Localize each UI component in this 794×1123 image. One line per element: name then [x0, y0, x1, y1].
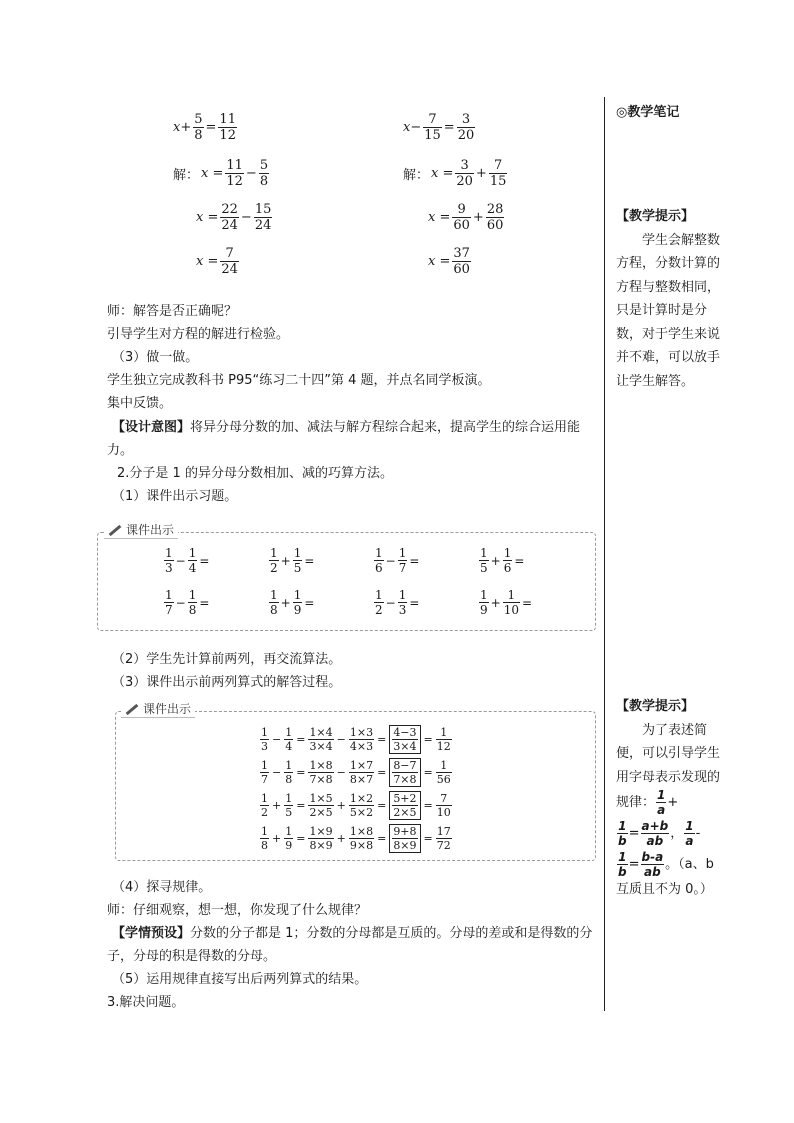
fraction: $\frac{1}{3}$: [261, 726, 268, 753]
paragraph-design-intent: 【设计意图】将异分母分数的加、减法与解方程综合起来，提高学生的综合运用能力。: [107, 420, 581, 458]
fraction: $\frac{7}{10}$: [436, 792, 451, 819]
fraction: $\frac{1}{4}$: [285, 726, 293, 753]
fraction: $\frac{1\times 5}{2\times 5}$: [309, 792, 333, 819]
paragraph-compute-first: （2）学生先计算前两列，再交流算法。: [112, 652, 342, 667]
fraction: $\frac{1\times 3}{4\times 3}$: [349, 726, 374, 753]
teaching-notes-title: ◎教学笔记: [616, 105, 680, 120]
derivation-row: $\frac{1}{3}$ − $\frac{1}{4}$ = $\frac{1\times 4}{3\times 4}$ − $\frac{1\times 3}{4\times 3}$ = $\frac{4-3}{3\times 4}$ = $\frac{1}{12}$: [261, 726, 451, 753]
equation-left-2: 解： x = $\frac{11}{12}$ − $\frac{5}{8}$: [173, 158, 269, 189]
fraction: $\frac{1}{7}$: [165, 588, 173, 617]
paragraph-feedback: 集中反馈。: [107, 396, 173, 411]
fraction: $\frac{1}{3}$: [398, 588, 407, 617]
paragraph-explore-rule: （4）探寻规律。: [112, 880, 212, 895]
fraction: $\frac{1\times 9}{8\times 9}$: [309, 825, 333, 852]
fraction: $\frac{17}{72}$: [436, 825, 451, 852]
paragraph-expected-situation: 【学情预设】分数的分子都是 1；分数的分母都是互质的。分母的差或和是得数的分子，分母的积是得数的分母。: [107, 926, 593, 964]
fraction: $\frac{1}{10}$: [503, 588, 519, 617]
fraction: $\frac{1}{2}$: [261, 792, 268, 819]
exercise-item: $\frac{1}{8}$ + $\frac{1}{9}$ =: [270, 588, 315, 617]
fraction: $\frac{1\times 8}{9\times 8}$: [349, 825, 374, 852]
exercise-item: $\frac{1}{6}$ − $\frac{1}{7}$ =: [375, 546, 420, 575]
exercise-item: $\frac{1}{5}$ + $\frac{1}{6}$ =: [480, 546, 525, 575]
derivation-row: $\frac{1}{7}$ − $\frac{1}{8}$ = $\frac{1\times 8}{7\times 8}$ − $\frac{1\times 7}{8\times 7}$ = $\frac{8-7}{7\times 8}$ = $\frac{1}{56}$: [261, 759, 451, 786]
fraction: $\frac{1\times 4}{3\times 4}$: [309, 726, 333, 753]
courseware-tag: 课件出示: [121, 700, 195, 718]
equation-left-3: x = $\frac{22}{24}$ − $\frac{15}{24}$: [196, 202, 272, 233]
fraction: $\frac{1}{3}$: [165, 546, 173, 575]
fraction: $\frac{1}{5}$: [293, 546, 302, 575]
fraction: $\frac{1}{6}$: [375, 546, 383, 575]
pen-icon: [109, 525, 122, 536]
fraction: $\frac{1}{4}$: [188, 546, 197, 575]
derivation-row: $\frac{1}{8}$ + $\frac{1}{9}$ = $\frac{1\times 9}{8\times 9}$ + $\frac{1\times 8}{9\times 8}$ = $\frac{9+8}{8\times 9}$ = $\frac{17}{72}$: [261, 825, 451, 852]
margin-divider: [604, 97, 605, 1011]
fraction: $\frac{1\times 7}{8\times 7}$: [349, 759, 374, 786]
fraction: $\frac{1}{2}$: [375, 588, 383, 617]
equation-right-2: 解： x = $\frac{3}{20}$ + $\frac{7}{15}$: [403, 158, 507, 189]
fraction: $\frac{1}{6}$: [503, 546, 512, 575]
courseware-tag: 课件出示: [104, 521, 178, 539]
fraction: $\frac{1}{9}$: [293, 588, 302, 617]
equation-left-4: x = $\frac{7}{24}$: [196, 246, 238, 277]
fraction: $\frac{1}{9}$: [285, 825, 293, 852]
boxed-fraction: $\frac{5+2}{2\times 5}$: [389, 791, 420, 820]
exercise-item: $\frac{1}{3}$ − $\frac{1}{4}$ =: [165, 546, 210, 575]
derivation-row: $\frac{1}{2}$ + $\frac{1}{5}$ = $\frac{1\times 5}{2\times 5}$ + $\frac{1\times 2}{5\times 2}$ = $\frac{5+2}{2\times 5}$ = $\frac{7}{10}$: [261, 792, 451, 819]
fraction: $\frac{1\times 8}{7\times 8}$: [309, 759, 333, 786]
equation-right-4: x = $\frac{37}{60}$: [428, 246, 470, 277]
exercise-item: $\frac{1}{7}$ − $\frac{1}{8}$ =: [165, 588, 210, 617]
fraction: $\frac{1}{8}$: [261, 825, 268, 852]
fraction: $\frac{1}{8}$: [270, 588, 278, 617]
paragraph-exercise: 学生独立完成教科书 P95“练习二十四”第 4 题，并点名同学板演。: [107, 373, 491, 388]
pen-icon: [126, 704, 139, 715]
equation-right-3: x = $\frac{9}{60}$ + $\frac{28}{60}$: [428, 202, 504, 233]
paragraph-teacher-observe: 师：仔细观察，想一想，你发现了什么规律？: [107, 903, 368, 918]
exercise-item: $\frac{1}{9}$ + $\frac{1}{10}$ =: [480, 588, 533, 617]
boxed-fraction: $\frac{9+8}{8\times 9}$: [389, 824, 420, 853]
fraction: $\frac{1}{7}$: [398, 546, 407, 575]
teaching-tip-2: 【教学提示】 为了表述简便，可以引导学生用字母表示发现的规律： $\frac{1}{a}$ + $\frac{1}{b}$ = $\frac{a+b}{ab}$ ， $\frac{1}{a}$ - $\frac{1}{b}$ = $\frac{b-a}{ab}$ 。（a、b 互质且不为 0。）: [616, 699, 721, 897]
fraction: $\frac{1}{56}$: [436, 759, 451, 786]
paragraph-practice: （3）做一做。: [112, 350, 199, 365]
paragraph-show-solution: （3）课件出示前两列算式的解答过程。: [112, 675, 342, 690]
fraction: $\frac{1}{12}$: [436, 726, 451, 753]
teaching-tip-1: 【教学提示】 学生会解整数方程，分数计算的方程与整数相同，只是计算时是分数，对于学生来说并不难，可以放手让学生解答。: [616, 209, 721, 389]
fraction: $\frac{1}{5}$: [480, 546, 488, 575]
fraction: $\frac{1}{9}$: [480, 588, 488, 617]
fraction: $\frac{1}{8}$: [188, 588, 197, 617]
fraction: $\frac{1}{8}$: [285, 759, 293, 786]
exercise-item: $\frac{1}{2}$ + $\frac{1}{5}$ =: [270, 546, 315, 575]
fraction: $\frac{1}{2}$: [270, 546, 278, 575]
section-title-2: 2.分子是 1 的异分母分数相加、减的巧算方法。: [117, 466, 393, 481]
paragraph-apply-rule: （5）运用规律直接写出后两列算式的结果。: [112, 972, 368, 987]
equation-right-1: x− $\frac{7}{15}$ = $\frac{3}{20}$: [403, 112, 475, 143]
exercise-item: $\frac{1}{2}$ − $\frac{1}{3}$ =: [375, 588, 420, 617]
fraction: $\frac{1}{5}$: [285, 792, 293, 819]
paragraph-show-exercise: （1）课件出示习题。: [112, 489, 238, 504]
boxed-fraction: $\frac{4-3}{3\times 4}$: [389, 725, 420, 754]
fraction: $\frac{1\times 2}{5\times 2}$: [349, 792, 374, 819]
fraction: $\frac{1}{7}$: [261, 759, 268, 786]
equation-left-1: x+ $\frac{5}{8}$ = $\frac{11}{12}$: [173, 112, 236, 143]
boxed-fraction: $\frac{8-7}{7\times 8}$: [389, 758, 420, 787]
section-title-3: 3.解决问题。: [107, 995, 185, 1010]
paragraph-teacher-question: 师：解答是否正确呢？: [107, 304, 238, 319]
paragraph-verify: 引导学生对方程的解进行检验。: [107, 327, 290, 342]
